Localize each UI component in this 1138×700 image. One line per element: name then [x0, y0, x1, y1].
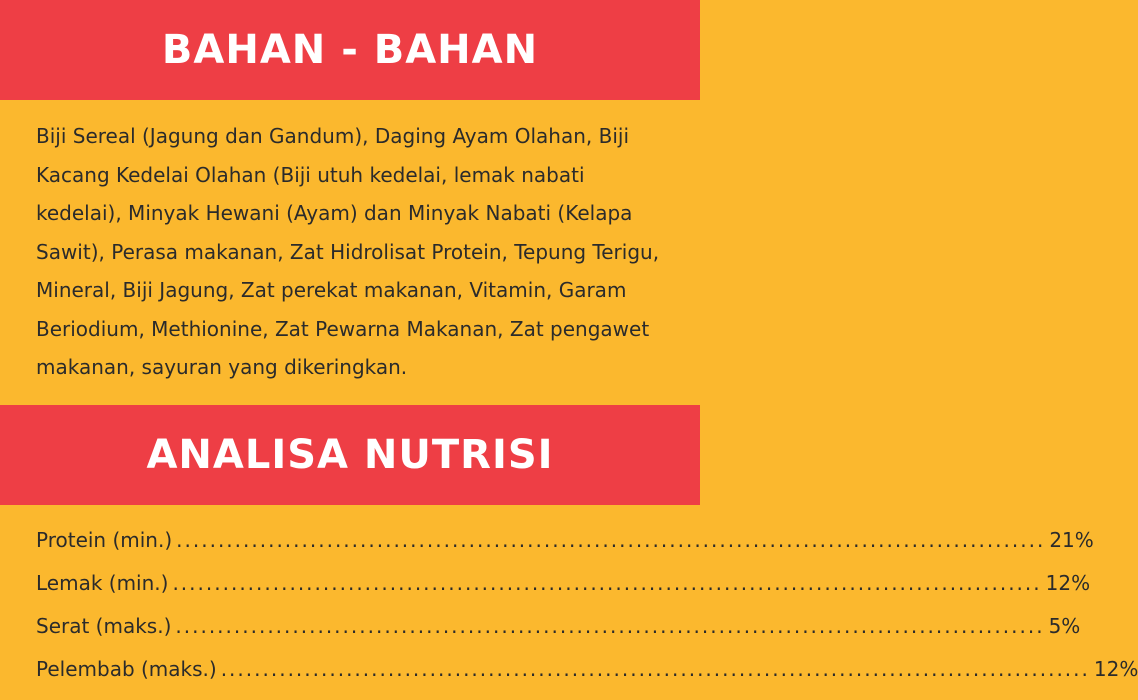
ingredients-panel	[0, 100, 700, 405]
nutrition-row-lemak	[36, 562, 1091, 605]
nutrition-value: 21%	[1049, 528, 1094, 552]
dot-leader: ........................................................................................................	[176, 528, 1046, 552]
nutrition-label: Protein (min.)	[36, 528, 173, 552]
nutrition-label: Pelembab (maks.)	[36, 657, 217, 681]
ingredients-title: BAHAN - BAHAN	[161, 27, 539, 73]
nutrition-value: 5%	[1048, 614, 1081, 638]
nutrition-row-protein	[36, 519, 1094, 562]
nutrition-title: ANALISA NUTRISI	[146, 432, 554, 478]
nutrition-panel	[0, 505, 1138, 700]
nutrition-header	[0, 405, 700, 505]
ingredients-header	[0, 0, 700, 100]
dot-leader: ........................................................................................................	[175, 614, 1045, 638]
nutrition-row-serat	[36, 605, 1081, 648]
dot-leader: ........................................................................................................	[172, 571, 1042, 595]
nutrition-row-pelembab	[36, 648, 1138, 691]
nutrition-label: Serat (maks.)	[36, 614, 172, 638]
nutrition-label: Lemak (min.)	[36, 571, 169, 595]
nutrition-value: 12%	[1045, 571, 1091, 595]
nutrition-value: 12%	[1093, 657, 1138, 681]
ingredients-text: Biji Sereal (Jagung dan Gandum), Daging Ayam Olahan, Biji Kacang Kedelai Olahan (Biji utuh kedelai, lemak nabati kedelai), Minyak Hewani (Ayam) dan Minyak Nabati (Kelapa Sawit), Perasa makanan, Zat Hidrolisat Protein, Tepung Terigu, Mineral, Biji Jagung, Zat perekat makanan, Vitamin, Garam Beriodium, Methionine, Zat Pewarna Makanan, Zat pengawet makanan, sayuran yang dikeringkan.	[36, 124, 660, 379]
dot-leader: ........................................................................................................	[220, 657, 1090, 681]
